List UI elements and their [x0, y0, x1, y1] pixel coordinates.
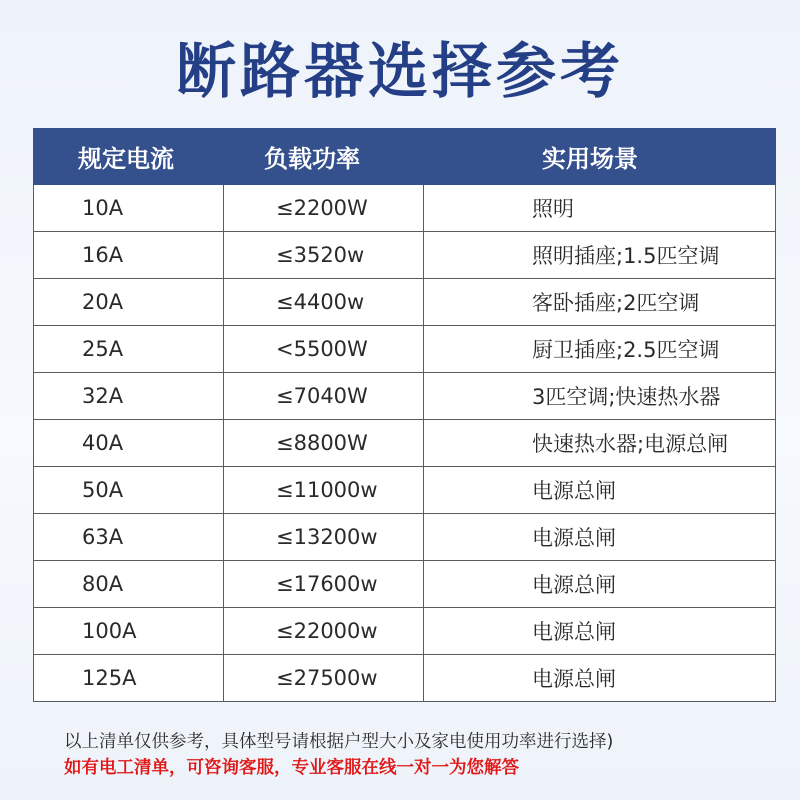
table-row: [34, 608, 776, 655]
table-row: [34, 514, 776, 561]
table-row: [34, 326, 776, 373]
cell-current: 40A: [34, 420, 224, 467]
header-usage-scene: [424, 129, 776, 185]
cell-scene: 照明: [424, 185, 776, 232]
cell-current: 100A: [34, 608, 224, 655]
cell-scene: 电源总闸: [424, 514, 776, 561]
cell-current: 16A: [34, 232, 224, 279]
table-row: [34, 232, 776, 279]
cell-power: ≤17600w: [224, 561, 424, 608]
cell-current: 63A: [34, 514, 224, 561]
table-row: [34, 420, 776, 467]
table-row: [34, 279, 776, 326]
table-row: [34, 373, 776, 420]
cell-current: 10A: [34, 185, 224, 232]
header-label: 实用场景: [542, 145, 638, 173]
cell-scene: 3匹空调;快速热水器: [424, 373, 776, 420]
header-rated-current: [34, 129, 224, 185]
cell-power: ≤11000w: [224, 467, 424, 514]
footnote: 以上清单仅供参考，具体型号请根据户型大小及家电使用功率进行选择): [64, 732, 614, 752]
header-label: 规定电流: [78, 145, 174, 173]
cell-scene: 照明插座;1.5匹空调: [424, 232, 776, 279]
cell-power: ≤2200W: [224, 185, 424, 232]
cell-current: 125A: [34, 655, 224, 702]
breaker-reference-table: [33, 128, 776, 702]
cell-scene: 快速热水器;电源总闸: [424, 420, 776, 467]
cell-power: ≤27500w: [224, 655, 424, 702]
cell-current: 80A: [34, 561, 224, 608]
cell-power: ≤3520w: [224, 232, 424, 279]
breaker-reference-table-container: [33, 128, 775, 702]
cell-power: <5500W: [224, 326, 424, 373]
cell-scene: 电源总闸: [424, 561, 776, 608]
cell-scene: 电源总闸: [424, 655, 776, 702]
cell-power: ≤8800W: [224, 420, 424, 467]
table-header-row: [34, 129, 776, 185]
cell-power: ≤22000w: [224, 608, 424, 655]
header-label: 负载功率: [264, 145, 360, 173]
table-row: [34, 467, 776, 514]
cell-current: 50A: [34, 467, 224, 514]
table-row: [34, 655, 776, 702]
cell-power: ≤13200w: [224, 514, 424, 561]
cell-scene: 电源总闸: [424, 608, 776, 655]
table-row: [34, 561, 776, 608]
contact-note: 如有电工清单，可咨询客服，专业客服在线一对一为您解答: [64, 758, 519, 778]
header-load-power: [224, 129, 424, 185]
cell-scene: 电源总闸: [424, 467, 776, 514]
cell-current: 20A: [34, 279, 224, 326]
cell-scene: 客卧插座;2匹空调: [424, 279, 776, 326]
page-title: 断路器选择参考: [176, 37, 624, 107]
cell-scene: 厨卫插座;2.5匹空调: [424, 326, 776, 373]
cell-current: 25A: [34, 326, 224, 373]
table-row: [34, 185, 776, 232]
cell-power: ≤7040W: [224, 373, 424, 420]
cell-current: 32A: [34, 373, 224, 420]
cell-power: ≤4400w: [224, 279, 424, 326]
